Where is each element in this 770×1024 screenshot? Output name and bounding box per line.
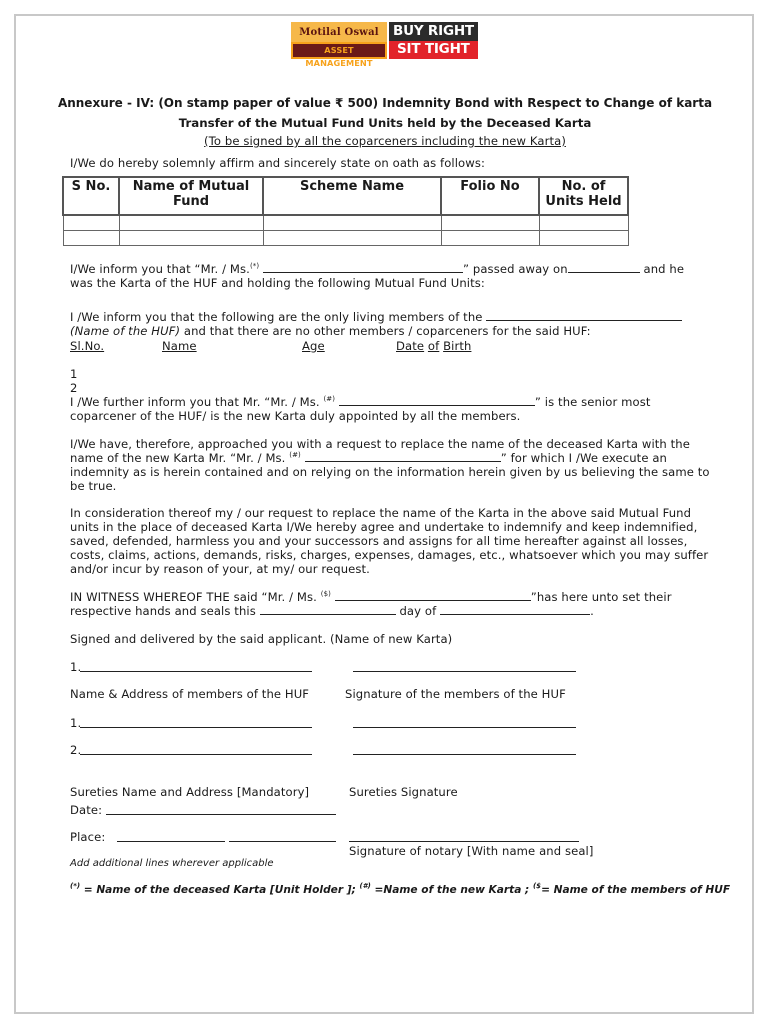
text: IN WITNESS WHEREOF THE said “Mr. / Ms. xyxy=(70,590,317,604)
new-karta-appointed-line: coparcener of the HUF/ is the new Karta duly appointed by all the members. xyxy=(70,409,521,423)
text: Birth xyxy=(443,339,472,353)
senior-name-field[interactable] xyxy=(339,395,535,406)
karta-signature-line[interactable] xyxy=(353,671,576,672)
text: . xyxy=(590,604,594,618)
members-col-age: Age xyxy=(302,339,325,353)
text: of xyxy=(427,339,440,353)
para4-line4: be true. xyxy=(70,479,117,493)
additional-lines-note: Add additional lines wherever applicable xyxy=(70,858,274,869)
members-col-slno: Sl.No. xyxy=(70,339,105,353)
new-karta-name-field[interactable] xyxy=(305,451,501,462)
member-2-signature-line[interactable] xyxy=(353,754,576,755)
deceased-karta-line xyxy=(70,262,684,276)
notary-label: Signature of notary [With name and seal] xyxy=(349,844,594,858)
place-field-2[interactable] xyxy=(229,841,336,842)
col-scheme-name: Scheme Name xyxy=(263,177,441,215)
huf-name-hint: (Name of the HUF) xyxy=(70,324,181,338)
para5-line5: and/or incur by reason of your, at my/ our request. xyxy=(70,562,370,576)
table-cell[interactable] xyxy=(63,231,119,246)
text: and that there are no other members / coparceners for the said HUF: xyxy=(180,324,591,338)
col-folio-no: Folio No xyxy=(441,177,539,215)
logo-tagline-2: SIT TIGHT xyxy=(397,41,470,57)
para4-line3: indemnity as is herein contained and on relying on the information herein given by us believing the same to xyxy=(70,465,710,479)
signature-members-label: Signature of the members of the HUF xyxy=(345,687,566,701)
living-members-line xyxy=(70,310,682,324)
para5-line4: costs, claims, actions, demands, risks, charges, expenses, damages, etc., whatsoever which you may suffer xyxy=(70,548,709,562)
deceased-name-field[interactable] xyxy=(263,262,463,273)
para4-line2 xyxy=(70,451,667,465)
name-address-label: Name & Address of members of the HUF xyxy=(70,687,310,701)
member-2-number: 2. xyxy=(70,743,82,757)
sureties-signature-label: Sureties Signature xyxy=(349,785,458,799)
intro-statement: I/We do hereby solemnly affirm and sincerely state on oath as follows: xyxy=(70,156,485,170)
document-subtitle: Transfer of the Mutual Fund Units held by the Deceased Karta xyxy=(178,116,592,130)
col-s-no: S No. xyxy=(63,177,119,215)
table-row xyxy=(63,215,628,231)
col-mutual-fund: Name of Mutual Fund xyxy=(119,177,263,215)
text: ” for which I /We execute an xyxy=(500,451,667,465)
members-col-dob xyxy=(396,339,471,353)
karta-sign-number: 1. xyxy=(70,660,82,674)
para5-line3: saved, defended, harmless you and your successors and assigns for all time hereafter against all losses, xyxy=(70,534,688,548)
death-date-field[interactable] xyxy=(568,262,640,273)
text: ” is the senior most xyxy=(534,395,651,409)
text: = Name of the deceased Karta [Unit Holder ]; xyxy=(80,884,356,896)
units-table-header xyxy=(63,177,628,215)
karta-name-line[interactable] xyxy=(80,671,312,672)
footnote-marker: (#) xyxy=(289,451,301,459)
sureties-label: Sureties Name and Address [Mandatory] xyxy=(70,785,310,799)
date-field[interactable] xyxy=(106,814,336,815)
date-label: Date: xyxy=(70,803,103,817)
signing-note: (To be signed by all the coparceners including the new Karta) xyxy=(204,134,566,148)
senior-coparcener-line xyxy=(70,395,651,409)
footnote-marker: ($ xyxy=(532,882,542,890)
text: name of the new Karta Mr. “Mr. / Ms. xyxy=(70,451,286,465)
table-cell[interactable] xyxy=(263,215,441,231)
col-units-held: No. of Units Held xyxy=(539,177,628,215)
member-1-name-line[interactable] xyxy=(80,727,312,728)
table-cell[interactable] xyxy=(263,231,441,246)
table-cell[interactable] xyxy=(119,215,263,231)
member-row-2: 2 xyxy=(70,381,78,395)
member-1-signature-line[interactable] xyxy=(353,727,576,728)
members-col-name: Name xyxy=(162,339,197,353)
text: I /We further inform you that Mr. “Mr. / Ms. xyxy=(70,395,320,409)
logo-brand-bottom: ASSET MANAGEMENT xyxy=(293,44,385,57)
karta-holding-line: was the Karta of the HUF and holding the following Mutual Fund Units: xyxy=(70,276,485,290)
table-cell[interactable] xyxy=(539,231,628,246)
logo-tagline-1: BUY RIGHT xyxy=(393,23,474,39)
huf-name-field[interactable] xyxy=(486,310,682,321)
member-row-1: 1 xyxy=(70,367,78,381)
seal-month-field[interactable] xyxy=(440,604,590,615)
text: Date xyxy=(396,339,425,353)
member-2-name-line[interactable] xyxy=(80,754,312,755)
text: ”has here unto set their xyxy=(530,590,672,604)
footnote-legend xyxy=(70,882,730,896)
table-cell[interactable] xyxy=(539,215,628,231)
table-cell[interactable] xyxy=(119,231,263,246)
witness-name-field[interactable] xyxy=(335,590,531,601)
footnote-marker: (*) xyxy=(70,882,81,890)
seal-date-line xyxy=(70,604,594,618)
witness-line xyxy=(70,590,672,604)
text: day of xyxy=(399,604,437,618)
buy-right-sit-tight-logo xyxy=(389,22,478,59)
signed-delivered-line: Signed and delivered by the said applicant. (Name of new Karta) xyxy=(70,632,453,646)
para4-line1: I/We have, therefore, approached you with a request to replace the name of the deceased Karta with the xyxy=(70,437,690,451)
text: =Name of the new Karta ; xyxy=(370,884,530,896)
notary-signature-line[interactable] xyxy=(349,841,579,842)
seal-day-field[interactable] xyxy=(260,604,396,615)
text: and he xyxy=(643,262,685,276)
table-row xyxy=(63,231,628,246)
text: I/We inform you that “Mr. / Ms. xyxy=(70,262,250,276)
text: respective hands and seals this xyxy=(70,604,256,618)
place-field-1[interactable] xyxy=(117,841,225,842)
footnote-marker: (#) xyxy=(323,395,336,403)
footnote-marker: (*) xyxy=(249,262,260,270)
units-table xyxy=(62,176,629,246)
document-title: Annexure - IV: (On stamp paper of value ₹ 500) Indemnity Bond with Respect to Change of karta xyxy=(57,96,713,110)
footnote-marker: (#) xyxy=(359,882,371,890)
huf-name-line xyxy=(70,324,591,338)
place-label: Place: xyxy=(70,830,106,844)
table-cell[interactable] xyxy=(441,231,539,246)
text: I /We inform you that the following are the only living members of the xyxy=(70,310,483,324)
para5-line2: units in the place of deceased Karta I/We hereby agree and undertake to indemnify and keep indemnified, xyxy=(70,520,698,534)
table-cell[interactable] xyxy=(63,215,119,231)
footnote-marker: ($) xyxy=(320,590,331,598)
text: = Name of the members of HUF xyxy=(541,884,731,896)
motilal-oswal-logo xyxy=(291,22,387,68)
logo-brand-top: Motilal Oswal xyxy=(291,22,387,42)
member-1-number: 1. xyxy=(70,716,82,730)
text: ” passed away on xyxy=(463,262,568,276)
para5-line1: In consideration thereof my / our request to replace the name of the Karta in the above said Mutual Fund xyxy=(70,506,692,520)
table-cell[interactable] xyxy=(441,215,539,231)
